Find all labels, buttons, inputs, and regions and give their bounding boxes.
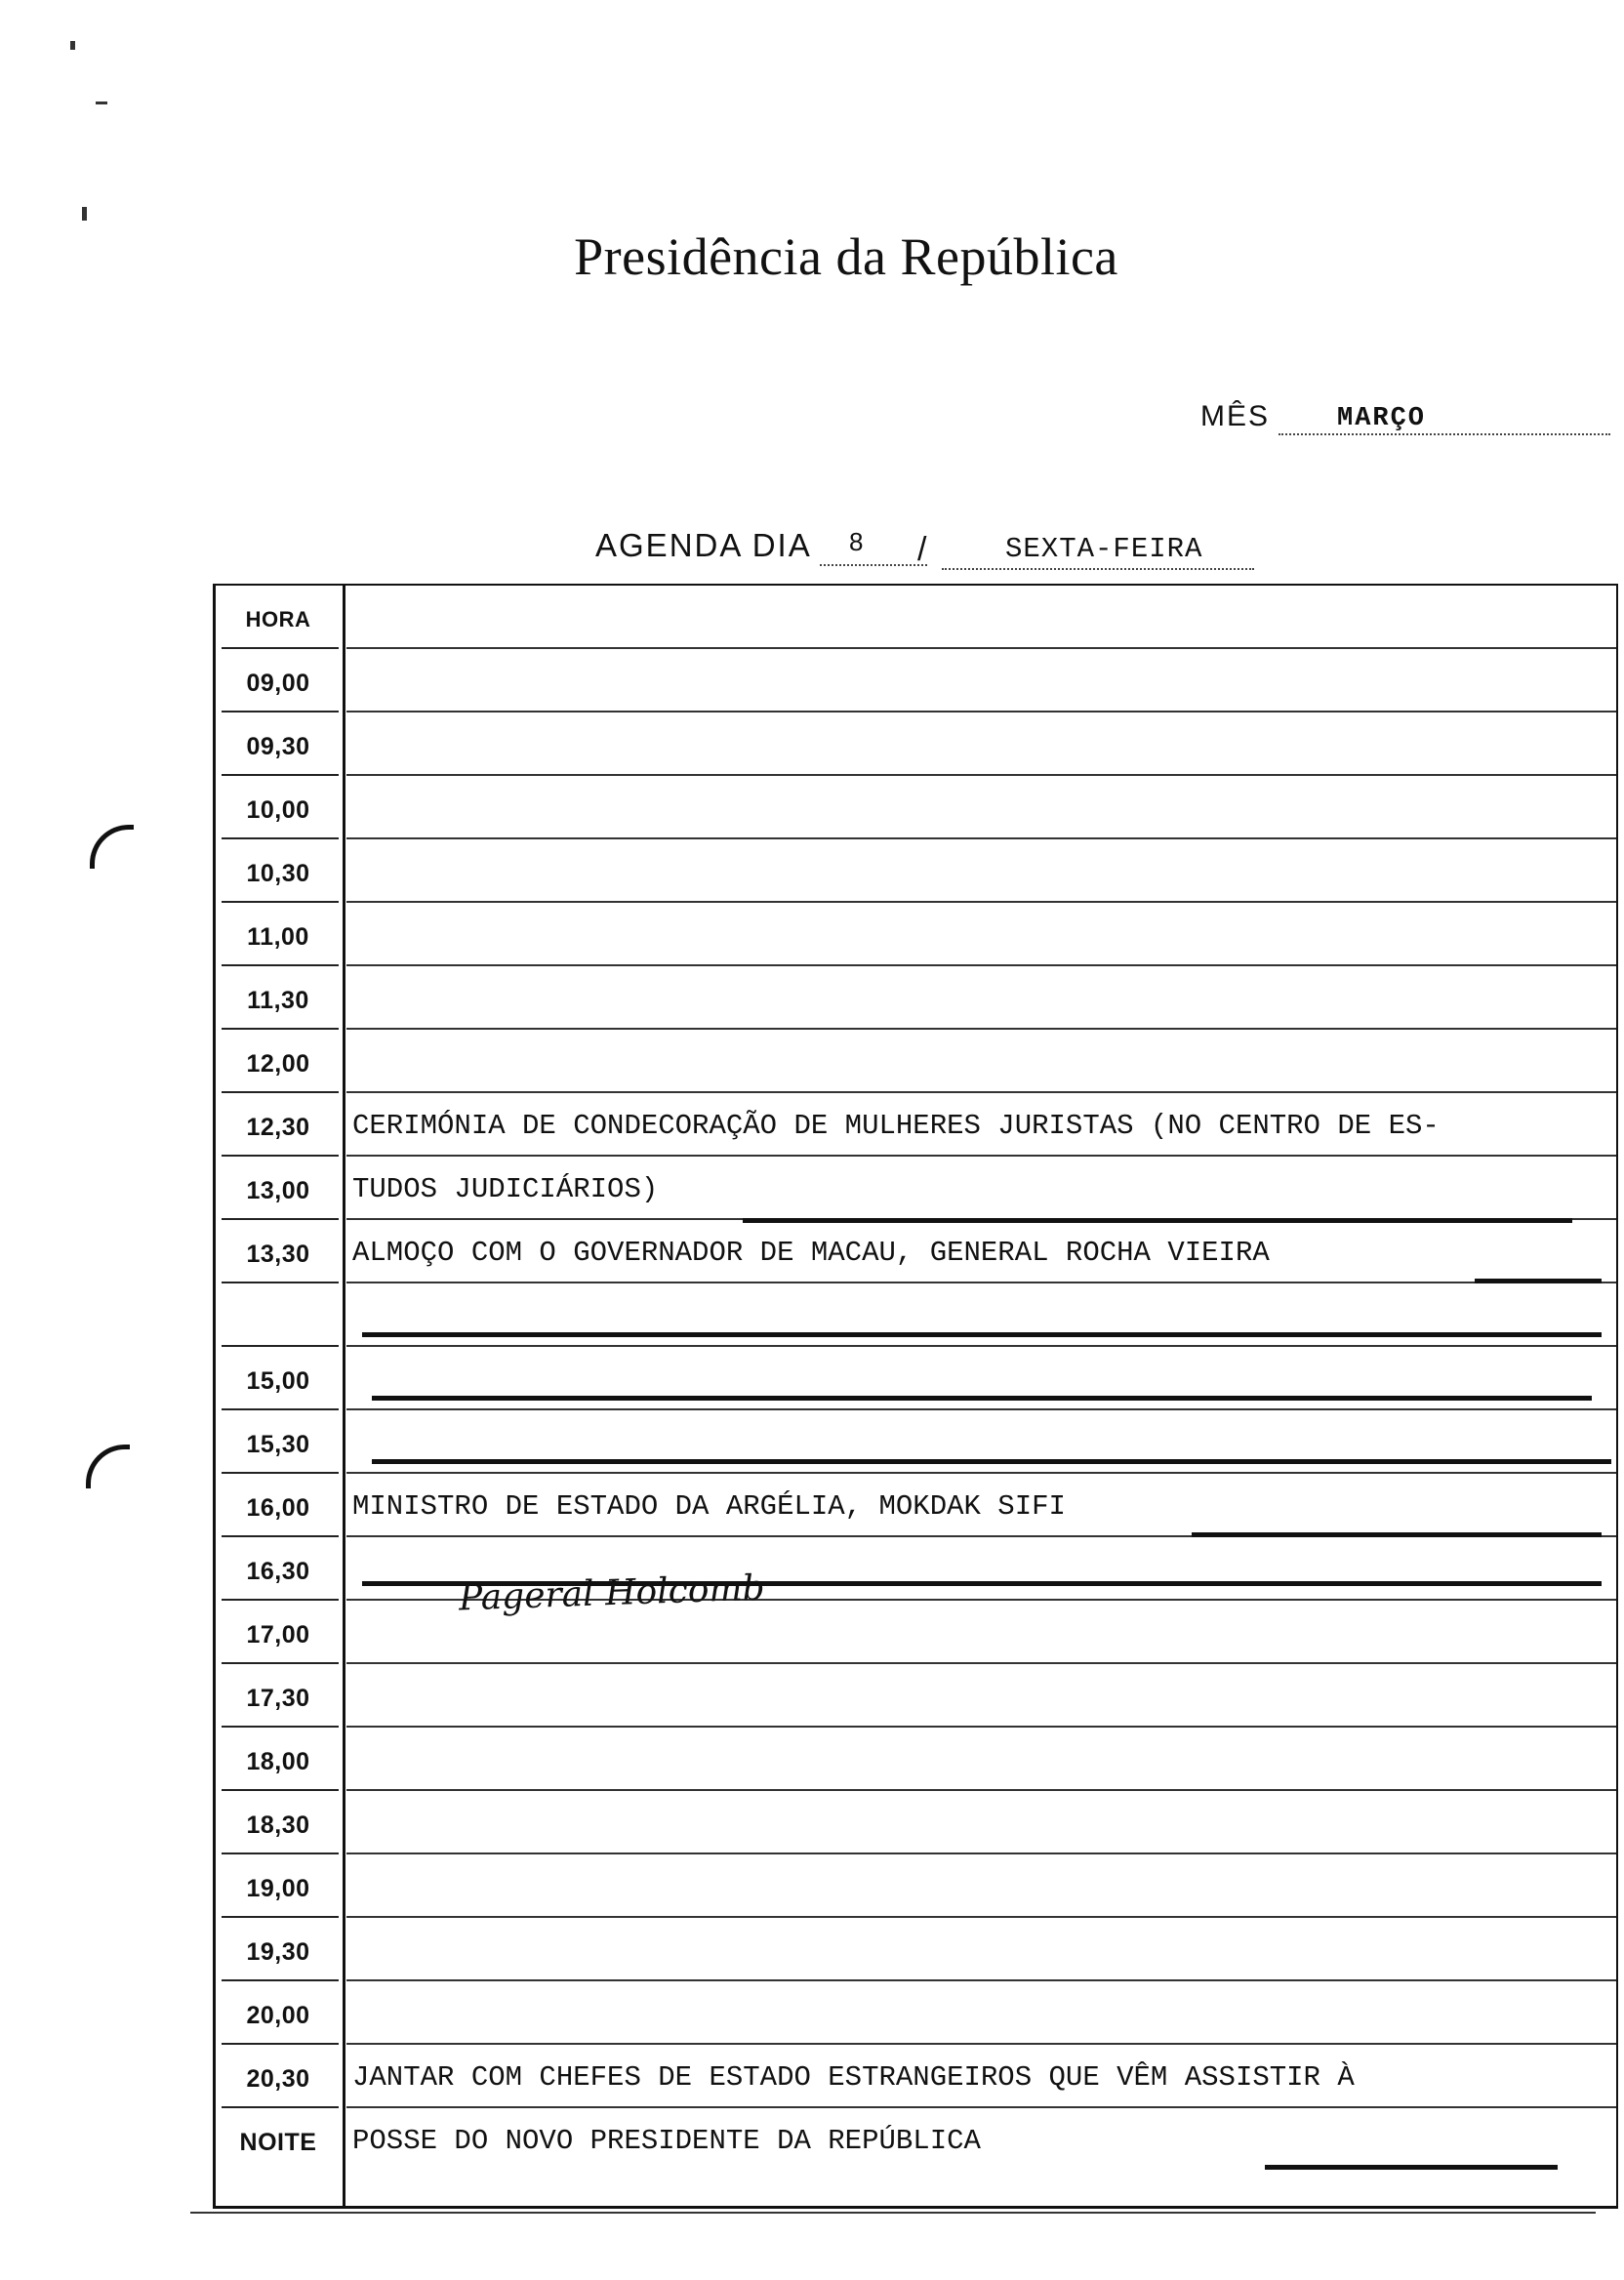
weekday-dotted-line — [942, 568, 1254, 570]
punch-hole-mark — [90, 825, 134, 869]
entry-cell: TUDOS JUDICIÁRIOS) — [352, 1173, 659, 1205]
fill-line — [1475, 1279, 1602, 1283]
hour-cell: NOITE — [239, 2129, 317, 2156]
agenda-weekday-value: SEXTA-FEIRA — [1005, 533, 1203, 565]
bottom-rule — [190, 2212, 1596, 2214]
hour-cell: 15,00 — [246, 1367, 310, 1395]
hora-header: HORA — [245, 607, 311, 631]
table-row — [216, 903, 1616, 966]
table-header-row — [216, 586, 1616, 649]
entry-cell — [352, 1728, 1606, 1791]
table-row — [216, 1664, 1616, 1728]
hour-cell: 17,30 — [246, 1685, 310, 1712]
hour-cell: 19,00 — [246, 1875, 310, 1902]
table-row — [216, 2045, 1616, 2108]
fill-line — [372, 1459, 1611, 1464]
hour-cell: 20,00 — [246, 2002, 310, 2029]
entry-cell: JANTAR COM CHEFES DE ESTADO ESTRANGEIROS QUE VÊM ASSISTIR À — [352, 2061, 1355, 2094]
entry-cell — [352, 903, 1606, 966]
hour-cell: 20,30 — [246, 2065, 310, 2093]
fill-line — [1192, 1532, 1602, 1537]
table-row — [216, 1601, 1616, 1664]
entry-cell — [352, 1347, 1606, 1410]
agenda-separator: / — [917, 531, 927, 568]
table-row — [216, 1474, 1616, 1537]
entry-cell — [352, 839, 1606, 903]
entry-cell: ALMOÇO COM O GOVERNADOR DE MACAU, GENERAL ROCHA VIEIRA — [352, 1237, 1270, 1269]
table-row — [216, 966, 1616, 1030]
scan-speck — [82, 207, 87, 221]
hour-cell: 10,00 — [246, 796, 310, 824]
agenda-label: AGENDA DIA — [595, 527, 812, 563]
fill-line — [1265, 2165, 1558, 2170]
table-row — [216, 712, 1616, 776]
table-row — [216, 1220, 1616, 1283]
table-row — [216, 776, 1616, 839]
table-row — [216, 1157, 1616, 1220]
punch-hole-mark — [86, 1445, 130, 1488]
hour-cell: 13,00 — [246, 1177, 310, 1204]
table-row — [216, 1728, 1616, 1791]
entry-cell — [352, 1791, 1606, 1854]
hour-cell: 09,00 — [246, 670, 310, 697]
hour-cell: 19,30 — [246, 1938, 310, 1966]
hour-cell: 16,00 — [246, 1494, 310, 1522]
entry-cell: MINISTRO DE ESTADO DA ARGÉLIA, MOKDAK SIFI — [352, 1490, 1066, 1523]
hour-cell: 11,00 — [247, 923, 309, 951]
month-value: MARÇO — [1337, 404, 1427, 433]
entry-cell — [352, 1283, 1606, 1347]
table-row — [216, 1791, 1616, 1854]
table-row — [216, 1854, 1616, 1918]
fill-line — [362, 1332, 1602, 1337]
table-row — [216, 1347, 1616, 1410]
hour-cell: 16,30 — [246, 1558, 310, 1585]
hour-cell — [216, 1283, 341, 1347]
hour-cell: 18,00 — [246, 1748, 310, 1775]
table-row — [216, 649, 1616, 712]
table-row — [216, 1093, 1616, 1157]
table-row — [216, 839, 1616, 903]
table-row — [216, 1981, 1616, 2045]
entry-cell — [352, 776, 1606, 839]
agenda-day-value: 8 — [849, 527, 864, 556]
table-row — [216, 1537, 1616, 1601]
entry-cell — [352, 1854, 1606, 1918]
fill-line — [372, 1396, 1592, 1401]
agenda-day-field — [595, 527, 1259, 576]
fill-line — [743, 1218, 1572, 1223]
handwritten-note: Pageral Holcomb — [458, 1568, 766, 1619]
entry-cell — [352, 649, 1606, 712]
day-dotted-line — [820, 564, 927, 566]
hour-cell: 18,30 — [246, 1812, 310, 1839]
scan-speck — [70, 41, 75, 50]
month-label: MÊS — [1200, 400, 1271, 432]
hour-cell: 13,30 — [246, 1241, 310, 1268]
entry-cell — [352, 966, 1606, 1030]
entry-cell: CERIMÓNIA DE CONDECORAÇÃO DE MULHERES JURISTAS (NO CENTRO DE ES- — [352, 1110, 1440, 1142]
entry-cell — [352, 1664, 1606, 1728]
hour-cell: 11,30 — [247, 987, 309, 1014]
table-row — [216, 1283, 1616, 1347]
hour-cell: 17,00 — [246, 1621, 310, 1649]
entry-cell — [352, 712, 1606, 776]
scan-speck — [96, 102, 107, 104]
page-title: Presidência da República — [574, 227, 1118, 286]
hour-cell: 15,30 — [246, 1431, 310, 1458]
entry-cell: POSSE DO NOVO PRESIDENTE DA REPÚBLICA — [352, 2125, 981, 2157]
hour-cell: 09,30 — [246, 733, 310, 760]
table-row — [216, 1030, 1616, 1093]
entry-cell — [352, 1410, 1606, 1474]
hour-cell: 12,30 — [246, 1114, 310, 1141]
table-row — [216, 1410, 1616, 1474]
hour-cell: 12,00 — [246, 1050, 310, 1078]
hour-cell: 10,30 — [246, 860, 310, 887]
month-dotted-line — [1279, 433, 1610, 435]
entry-cell — [352, 1918, 1606, 1981]
entry-cell — [352, 1030, 1606, 1093]
entry-cell — [352, 1981, 1606, 2045]
table-row — [216, 1918, 1616, 1981]
agenda-table — [213, 584, 1618, 2209]
month-field — [1200, 400, 1610, 443]
table-row — [216, 2108, 1616, 2172]
